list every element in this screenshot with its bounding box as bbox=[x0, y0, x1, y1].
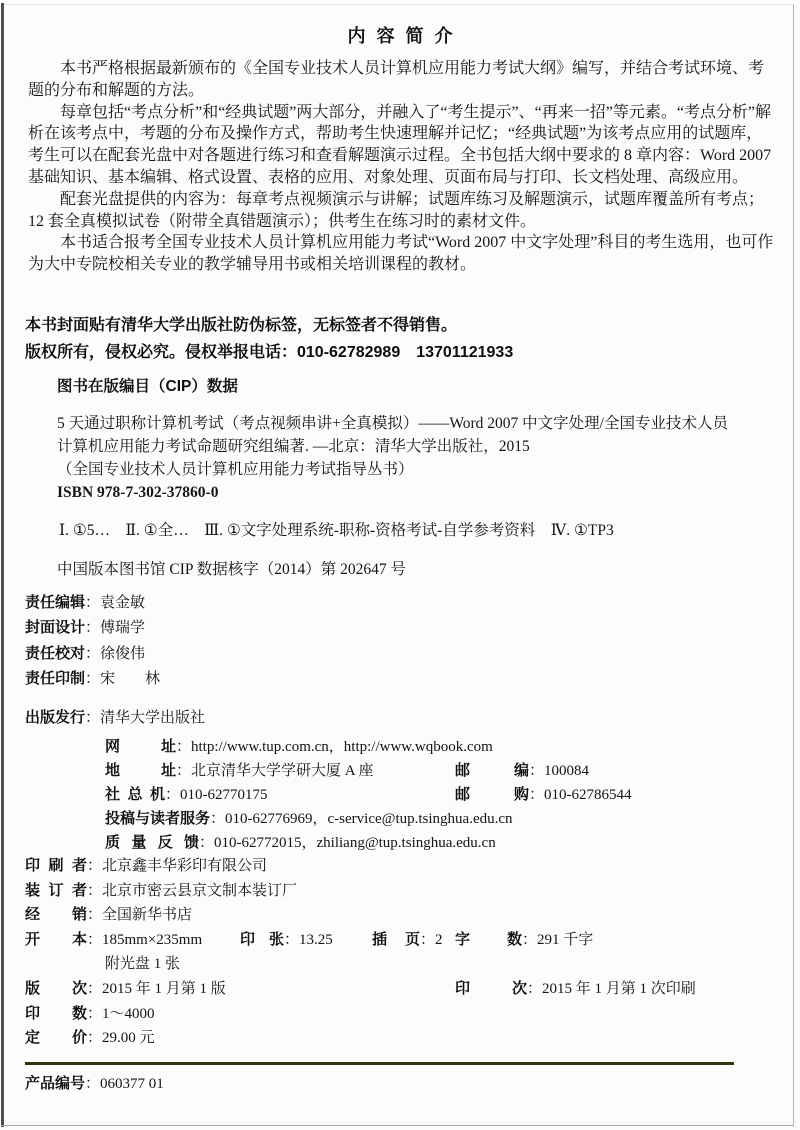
reader-service-value: ： 010-62776969，c-service@tup.tsinghua.edu.cn bbox=[210, 811, 513, 827]
cip-title-line-1: 5 天通过职称计算机考试（考点视频串讲+全真模拟）——Word 2007 中文字处理/全国专业技术人员 bbox=[57, 415, 728, 432]
staff-credits bbox=[25, 590, 160, 692]
disc-note-row bbox=[25, 952, 785, 977]
print-supervisor-row bbox=[25, 666, 160, 691]
product-number-label: 产品编号 bbox=[25, 1075, 86, 1092]
reader-service-label: 投稿与读者服务 bbox=[105, 810, 211, 827]
proofreader-row bbox=[25, 641, 160, 666]
format-value: ： 185mm×235mm bbox=[87, 932, 202, 948]
printing-info bbox=[25, 854, 785, 1051]
cover-designer-row bbox=[25, 615, 160, 640]
impression-value: ： 2015 年 1 月第 1 次印刷 bbox=[527, 981, 696, 997]
website-row bbox=[25, 735, 785, 759]
address-label: 地址 bbox=[105, 762, 176, 779]
printer-value: ： 北京鑫丰华彩印有限公司 bbox=[87, 858, 267, 874]
intro-section bbox=[28, 58, 778, 276]
price-label: 定价 bbox=[25, 1029, 87, 1047]
publisher-label: 出版发行 bbox=[25, 709, 86, 726]
cip-title-line-2: 计算机应用能力考试命题研究组编著. —北京：清华大学出版社，2015 bbox=[57, 438, 530, 455]
page-top-edge bbox=[4, 4, 794, 5]
printer-row bbox=[25, 854, 785, 879]
distributor-label: 经销 bbox=[25, 906, 87, 924]
copyright-notice bbox=[25, 312, 785, 366]
inserts-value: ： 2 bbox=[420, 932, 443, 948]
publisher-info bbox=[25, 706, 785, 855]
mailorder-label: 邮购 bbox=[455, 786, 529, 803]
quality-feedback-row bbox=[25, 831, 785, 855]
print-run-value: ： 1～4000 bbox=[87, 1006, 155, 1022]
print-run-row bbox=[25, 1002, 785, 1027]
mailorder-pair bbox=[455, 783, 632, 807]
quality-feedback-value: ： 010-62772015，zhiliang@tup.tsinghua.edu.cn bbox=[199, 835, 496, 851]
cip-series-line: （全国专业技术人员计算机应用能力考试指导丛书） bbox=[57, 461, 414, 478]
cip-classification: Ⅰ. ①5… Ⅱ. ①全… Ⅲ. ①文字处理系统-职称-资格考试-自学参考资料 Ⅳ. ①TP3 bbox=[59, 522, 614, 539]
inserts-pair bbox=[372, 928, 443, 953]
word-count-pair bbox=[455, 928, 593, 953]
distributor-value: ： 全国新华书店 bbox=[87, 907, 192, 923]
edition-row bbox=[25, 977, 785, 1002]
sheets-label: 印张 bbox=[240, 930, 284, 948]
intro-paragraph-3: 配套光盘提供的内容为：每章考点视频演示与讲解；试题库练习及解题演示，试题库覆盖所有考点；12 套全真模拟试卷（附带全真错题演示）；供考生在练习时的素材文件。 bbox=[28, 190, 765, 230]
binder-value: ： 北京市密云县京文制本装订厂 bbox=[87, 883, 297, 899]
address-value: ： 北京清华大学学研大厦 A 座 bbox=[176, 763, 374, 779]
cover-designer-value: ： 傅瑞学 bbox=[85, 620, 145, 636]
website-label: 网址 bbox=[105, 738, 176, 755]
editor-row bbox=[25, 590, 160, 615]
cover-designer-label: 封面设计 bbox=[25, 619, 86, 637]
page-left-edge bbox=[1, 3, 4, 1127]
cip-header: 图书在版编目（CIP）数据 bbox=[57, 378, 238, 395]
impression-pair bbox=[455, 977, 696, 1002]
binder-label: 装订者 bbox=[25, 881, 87, 899]
edition-label: 版次 bbox=[25, 979, 87, 997]
editor-value: ： 袁金敏 bbox=[85, 595, 145, 611]
edition-value: ： 2015 年 1 月第 1 版 bbox=[87, 981, 226, 997]
product-number-row bbox=[25, 1072, 164, 1096]
editor-label: 责任编辑 bbox=[25, 594, 86, 611]
rights-reserved-line: 版权所有，侵权必究。侵权举报电话：010-62782989 13701121933 bbox=[25, 344, 514, 361]
publisher-row bbox=[25, 706, 785, 730]
address-row bbox=[25, 759, 785, 783]
intro-paragraph-4: 本书适合报考全国专业技术人员计算机应用能力考试“Word 2007 中文字处理”科目的考生选用，也可作为大中专院校相关专业的教学辅导用书或相关培训课程的教材。 bbox=[28, 234, 774, 274]
switchboard-row bbox=[25, 783, 785, 807]
page-bottom-edge bbox=[1, 1125, 794, 1126]
print-supervisor-value: ： 宋 林 bbox=[85, 671, 160, 687]
quality-feedback-label: 质量反馈 bbox=[105, 834, 199, 851]
inserts-label: 插页 bbox=[372, 930, 420, 948]
antipiracy-label-line: 本书封面贴有清华大学出版社防伪标签，无标签者不得销售。 bbox=[25, 317, 458, 334]
divider-rule bbox=[25, 1062, 734, 1065]
postcode-value: ： 100084 bbox=[529, 763, 589, 779]
format-row bbox=[25, 928, 785, 953]
publisher-name: ： 清华大学出版社 bbox=[85, 710, 205, 726]
word-count-value: ： 291 千字 bbox=[522, 932, 593, 948]
cip-record-block bbox=[57, 412, 777, 504]
distributor-row bbox=[25, 903, 785, 928]
postcode-label: 邮编 bbox=[455, 762, 529, 779]
price-row bbox=[25, 1026, 785, 1051]
switchboard-label: 社总机 bbox=[105, 786, 165, 803]
switchboard-value: ： 010-62770175 bbox=[165, 787, 268, 803]
price-value: ： 29.00 元 bbox=[87, 1030, 155, 1046]
proofreader-label: 责任校对 bbox=[25, 644, 86, 662]
website-value: ： http://www.tup.com.cn，http://www.wqbook.com bbox=[176, 739, 493, 755]
postcode-pair bbox=[455, 759, 589, 783]
sheets-value: ： 13.25 bbox=[284, 932, 333, 948]
cip-registry-number: 中国版本图书馆 CIP 数据核字（2014）第 202647 号 bbox=[57, 561, 407, 578]
sheets-pair bbox=[240, 928, 333, 953]
format-label: 开本 bbox=[25, 930, 87, 948]
printer-label: 印刷者 bbox=[25, 857, 87, 874]
page-title: 内容简介 bbox=[347, 26, 464, 46]
product-number-value: ： 060377 01 bbox=[85, 1076, 164, 1092]
proofreader-value: ： 徐俊伟 bbox=[85, 646, 145, 662]
page-right-edge bbox=[793, 4, 794, 1125]
word-count-label: 字数 bbox=[455, 930, 522, 948]
isbn-number: ISBN 978-7-302-37860-0 bbox=[57, 484, 219, 501]
intro-paragraph-1: 本书严格根据最新颁布的《全国专业技术人员计算机应用能力考试大纲》编写，并结合考试环境、考题的分布和解题的方法。 bbox=[28, 60, 765, 99]
mailorder-value: ： 010-62786544 bbox=[529, 787, 632, 803]
reader-service-row bbox=[25, 807, 785, 831]
disc-note: 附光盘 1 张 bbox=[105, 956, 181, 973]
intro-paragraph-2: 每章包括“考点分析”和“经典试题”两大部分，并融入了“考生提示”、“再来一招”等元素。“考点分析”解析在该考点中，考题的分布及操作方式，帮助考生快速理解并记忆；“经典试题”为该考点应用的试题库，考生可以在配套光盘中对各题进行练习和查看解题演示过程。全书包括大纲中要求的 8 章内容：Word 2007 基础知识、基本编辑、格式设置、表格的应用、对象处理、页面布局与打印、长文档处理、高级应用。 bbox=[28, 103, 772, 186]
binder-row bbox=[25, 879, 785, 904]
impression-label: 印次 bbox=[455, 979, 527, 997]
print-supervisor-label: 责任印制 bbox=[25, 670, 86, 688]
print-run-label: 印数 bbox=[25, 1004, 87, 1022]
